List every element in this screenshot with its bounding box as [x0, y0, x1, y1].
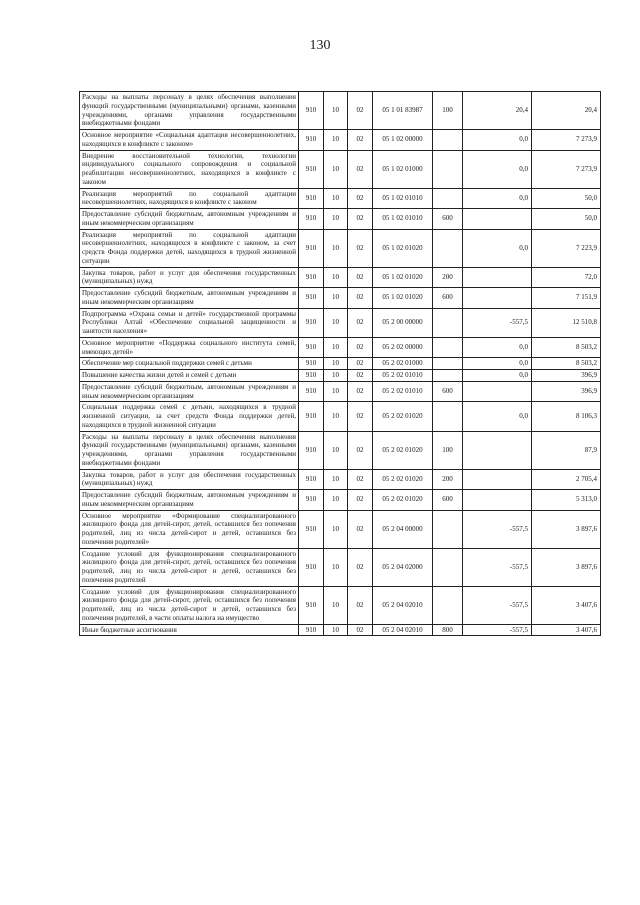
section-code-cell: 10: [324, 337, 348, 358]
target-article-cell: 05 2 04 00000: [373, 510, 433, 548]
row-name-cell: Предоставление субсидий бюджетным, автономным учреждениям и иным некоммерческим организациям: [80, 381, 299, 402]
target-article-cell: 05 2 02 01000: [373, 358, 433, 370]
table-row: [80, 130, 601, 151]
expense-type-cell: 600: [433, 490, 463, 511]
subsection-code-cell: 02: [348, 358, 373, 370]
row-name-cell: Внедрение восстановительной технологии, технологии индивидуального социального сопровождения и социальной реабилитации несовершеннолетних, находящихся в конфликте с законом: [80, 150, 299, 188]
row-name-cell: Предоставление субсидий бюджетным, автономным учреждениям и иным некоммерческим организациям: [80, 288, 299, 309]
row-name-cell: Создание условий для функционирования специализированного жилищного фонда для детей-сирот, детей, оставшихся без попечения родителей, лиц из числа детей-сирот и детей, оставшихся без попечения родителей, в части оплаты налога на имущество: [80, 586, 299, 624]
total-amount-cell: 7 273,9: [532, 130, 601, 151]
table-row: [80, 624, 601, 636]
ministry-code-cell: 910: [299, 150, 324, 188]
subsection-code-cell: 02: [348, 586, 373, 624]
target-article-cell: 05 1 01 83987: [373, 92, 433, 130]
row-name-cell: Закупка товаров, работ и услуг для обеспечения государственных (муниципальных) нужд: [80, 469, 299, 490]
change-amount-cell: [463, 267, 532, 288]
total-amount-cell: 20,4: [532, 92, 601, 130]
expense-type-cell: [433, 402, 463, 431]
expense-type-cell: 600: [433, 381, 463, 402]
change-amount-cell: -557,5: [463, 510, 532, 548]
table-row: [80, 548, 601, 586]
expense-type-cell: [433, 337, 463, 358]
expense-type-cell: [433, 150, 463, 188]
row-name-cell: Расходы на выплаты персоналу в целях обеспечения выполнения функций государственными (муниципальными) органами, казенными учреждениями, органами управления государственными внебюджетными фондами: [80, 431, 299, 469]
target-article-cell: 05 1 02 01010: [373, 209, 433, 230]
target-article-cell: 05 1 02 01010: [373, 188, 433, 209]
target-article-cell: 05 1 02 01020: [373, 288, 433, 309]
row-name-cell: Социальная поддержка семей с детьми, находящихся в трудной жизненной ситуации, за счет средств Фонда поддержки детей, находящихся в трудной жизненной ситуации: [80, 402, 299, 431]
total-amount-cell: 2 705,4: [532, 469, 601, 490]
change-amount-cell: 0,0: [463, 229, 532, 267]
expense-type-cell: [433, 370, 463, 382]
ministry-code-cell: 910: [299, 402, 324, 431]
total-amount-cell: 5 313,0: [532, 490, 601, 511]
total-amount-cell: 3 897,6: [532, 548, 601, 586]
change-amount-cell: [463, 209, 532, 230]
section-code-cell: 10: [324, 308, 348, 337]
target-article-cell: 05 2 00 00000: [373, 308, 433, 337]
change-amount-cell: 20,4: [463, 92, 532, 130]
total-amount-cell: 87,9: [532, 431, 601, 469]
subsection-code-cell: 02: [348, 267, 373, 288]
table-row: [80, 92, 601, 130]
table-row: [80, 288, 601, 309]
row-name-cell: Реализация мероприятий по социальной адаптации несовершеннолетних, находящихся в конфликте с законом: [80, 188, 299, 209]
subsection-code-cell: 02: [348, 370, 373, 382]
total-amount-cell: 3 407,6: [532, 624, 601, 636]
section-code-cell: 10: [324, 469, 348, 490]
expense-type-cell: [433, 130, 463, 151]
section-code-cell: 10: [324, 130, 348, 151]
target-article-cell: 05 1 02 01000: [373, 150, 433, 188]
expense-type-cell: [433, 308, 463, 337]
row-name-cell: Реализация мероприятий по социальной адаптации несовершеннолетних, находящихся в конфликте с законом, за счет средств Фонда поддержки детей, находящихся в трудной жизненной ситуации: [80, 229, 299, 267]
row-name-cell: Подпрограмма «Охрана семьи и детей» государственной программы Республики Алтай «Обеспечение социальной защищенности и занятости населения»: [80, 308, 299, 337]
section-code-cell: 10: [324, 150, 348, 188]
section-code-cell: 10: [324, 510, 348, 548]
row-name-cell: Предоставление субсидий бюджетным, автономным учреждениям и иным некоммерческим организациям: [80, 209, 299, 230]
section-code-cell: 10: [324, 288, 348, 309]
table-row: [80, 370, 601, 382]
section-code-cell: 10: [324, 624, 348, 636]
ministry-code-cell: 910: [299, 92, 324, 130]
target-article-cell: 05 2 04 02010: [373, 586, 433, 624]
subsection-code-cell: 02: [348, 92, 373, 130]
total-amount-cell: 8 503,2: [532, 358, 601, 370]
ministry-code-cell: 910: [299, 358, 324, 370]
subsection-code-cell: 02: [348, 402, 373, 431]
change-amount-cell: -557,5: [463, 624, 532, 636]
target-article-cell: 05 2 04 02000: [373, 548, 433, 586]
row-name-cell: Иные бюджетные ассигнования: [80, 624, 299, 636]
subsection-code-cell: 02: [348, 431, 373, 469]
total-amount-cell: 8 503,2: [532, 337, 601, 358]
subsection-code-cell: 02: [348, 288, 373, 309]
subsection-code-cell: 02: [348, 510, 373, 548]
ministry-code-cell: 910: [299, 381, 324, 402]
total-amount-cell: 7 273,9: [532, 150, 601, 188]
table-body: [80, 92, 601, 636]
ministry-code-cell: 910: [299, 469, 324, 490]
total-amount-cell: 50,0: [532, 188, 601, 209]
table-row: [80, 469, 601, 490]
expense-type-cell: [433, 188, 463, 209]
table-row: [80, 267, 601, 288]
ministry-code-cell: 910: [299, 586, 324, 624]
target-article-cell: 05 2 02 01020: [373, 402, 433, 431]
row-name-cell: Повышение качества жизни детей и семей с детьми: [80, 370, 299, 382]
expense-type-cell: 100: [433, 92, 463, 130]
expense-type-cell: 600: [433, 288, 463, 309]
ministry-code-cell: 910: [299, 337, 324, 358]
change-amount-cell: 0,0: [463, 402, 532, 431]
table-row: [80, 209, 601, 230]
row-name-cell: Закупка товаров, работ и услуг для обеспечения государственных (муниципальных) нужд: [80, 267, 299, 288]
row-name-cell: Основное мероприятие «Социальная адаптация несовершеннолетних, находящихся в конфликте с законом»: [80, 130, 299, 151]
table-row: [80, 358, 601, 370]
change-amount-cell: -557,5: [463, 586, 532, 624]
total-amount-cell: 72,0: [532, 267, 601, 288]
ministry-code-cell: 910: [299, 229, 324, 267]
row-name-cell: Основное мероприятие «Поддержка социального института семей, имеющих детей»: [80, 337, 299, 358]
expense-type-cell: [433, 358, 463, 370]
target-article-cell: 05 2 02 01020: [373, 469, 433, 490]
ministry-code-cell: 910: [299, 188, 324, 209]
target-article-cell: 05 2 02 01010: [373, 370, 433, 382]
section-code-cell: 10: [324, 209, 348, 230]
ministry-code-cell: 910: [299, 308, 324, 337]
change-amount-cell: [463, 490, 532, 511]
table-row: [80, 150, 601, 188]
section-code-cell: 10: [324, 402, 348, 431]
change-amount-cell: 0,0: [463, 150, 532, 188]
subsection-code-cell: 02: [348, 188, 373, 209]
total-amount-cell: 3 407,6: [532, 586, 601, 624]
subsection-code-cell: 02: [348, 150, 373, 188]
ministry-code-cell: 910: [299, 510, 324, 548]
total-amount-cell: 12 510,8: [532, 308, 601, 337]
row-name-cell: Обеспечение мер социальной поддержки семей с детьми: [80, 358, 299, 370]
expense-type-cell: 100: [433, 431, 463, 469]
total-amount-cell: 7 151,9: [532, 288, 601, 309]
table-row: [80, 510, 601, 548]
subsection-code-cell: 02: [348, 624, 373, 636]
table-row: [80, 381, 601, 402]
ministry-code-cell: 910: [299, 288, 324, 309]
section-code-cell: 10: [324, 490, 348, 511]
subsection-code-cell: 02: [348, 209, 373, 230]
ministry-code-cell: 910: [299, 624, 324, 636]
subsection-code-cell: 02: [348, 337, 373, 358]
row-name-cell: Расходы на выплаты персоналу в целях обеспечения выполнения функций государственными (муниципальными) органами, казенными учреждениями, органами управления государственными внебюджетными фондами: [80, 92, 299, 130]
expense-type-cell: 600: [433, 209, 463, 230]
table-row: [80, 402, 601, 431]
expense-type-cell: 200: [433, 267, 463, 288]
total-amount-cell: 8 106,3: [532, 402, 601, 431]
subsection-code-cell: 02: [348, 469, 373, 490]
expense-type-cell: [433, 586, 463, 624]
table-row: [80, 490, 601, 511]
subsection-code-cell: 02: [348, 308, 373, 337]
total-amount-cell: 3 897,6: [532, 510, 601, 548]
subsection-code-cell: 02: [348, 490, 373, 511]
target-article-cell: 05 2 04 02010: [373, 624, 433, 636]
expense-type-cell: 200: [433, 469, 463, 490]
section-code-cell: 10: [324, 267, 348, 288]
row-name-cell: Создание условий для функционирования специализированного жилищного фонда для детей-сирот, детей, оставшихся без попечения родителей, лиц из числа детей-сирот и детей, оставшихся без попечения родителей: [80, 548, 299, 586]
total-amount-cell: 50,0: [532, 209, 601, 230]
budget-table: [79, 91, 601, 636]
section-code-cell: 10: [324, 431, 348, 469]
total-amount-cell: 396,9: [532, 381, 601, 402]
change-amount-cell: 0,0: [463, 188, 532, 209]
expense-type-cell: [433, 229, 463, 267]
change-amount-cell: 0,0: [463, 337, 532, 358]
section-code-cell: 10: [324, 358, 348, 370]
subsection-code-cell: 02: [348, 130, 373, 151]
table-row: [80, 229, 601, 267]
ministry-code-cell: 910: [299, 267, 324, 288]
ministry-code-cell: 910: [299, 548, 324, 586]
section-code-cell: 10: [324, 229, 348, 267]
change-amount-cell: -557,5: [463, 548, 532, 586]
target-article-cell: 05 1 02 00000: [373, 130, 433, 151]
target-article-cell: 05 1 02 01020: [373, 229, 433, 267]
ministry-code-cell: 910: [299, 370, 324, 382]
change-amount-cell: [463, 288, 532, 309]
target-article-cell: 05 2 02 01020: [373, 490, 433, 511]
subsection-code-cell: 02: [348, 548, 373, 586]
target-article-cell: 05 2 02 01010: [373, 381, 433, 402]
change-amount-cell: [463, 381, 532, 402]
change-amount-cell: -557,5: [463, 308, 532, 337]
section-code-cell: 10: [324, 381, 348, 402]
row-name-cell: Основное мероприятие «Формирование специализированного жилищного фонда для детей-сирот, детей, оставшихся без попечения родителей, лиц из числа детей-сирот и детей, оставшихся без попечения родителей»: [80, 510, 299, 548]
ministry-code-cell: 910: [299, 490, 324, 511]
total-amount-cell: 7 223,9: [532, 229, 601, 267]
subsection-code-cell: 02: [348, 229, 373, 267]
change-amount-cell: [463, 431, 532, 469]
section-code-cell: 10: [324, 188, 348, 209]
change-amount-cell: 0,0: [463, 370, 532, 382]
expense-type-cell: [433, 548, 463, 586]
table-row: [80, 586, 601, 624]
section-code-cell: 10: [324, 548, 348, 586]
change-amount-cell: [463, 469, 532, 490]
ministry-code-cell: 910: [299, 209, 324, 230]
ministry-code-cell: 910: [299, 130, 324, 151]
expense-type-cell: 800: [433, 624, 463, 636]
section-code-cell: 10: [324, 586, 348, 624]
page-number: 130: [309, 38, 331, 53]
table-row: [80, 337, 601, 358]
total-amount-cell: 396,9: [532, 370, 601, 382]
change-amount-cell: 0,0: [463, 358, 532, 370]
expense-type-cell: [433, 510, 463, 548]
table-row: [80, 308, 601, 337]
section-code-cell: 10: [324, 370, 348, 382]
subsection-code-cell: 02: [348, 381, 373, 402]
target-article-cell: 05 2 02 01020: [373, 431, 433, 469]
section-code-cell: 10: [324, 92, 348, 130]
change-amount-cell: 0,0: [463, 130, 532, 151]
target-article-cell: 05 1 02 01020: [373, 267, 433, 288]
target-article-cell: 05 2 02 00000: [373, 337, 433, 358]
table-row: [80, 188, 601, 209]
table-row: [80, 431, 601, 469]
ministry-code-cell: 910: [299, 431, 324, 469]
row-name-cell: Предоставление субсидий бюджетным, автономным учреждениям и иным некоммерческим организациям: [80, 490, 299, 511]
